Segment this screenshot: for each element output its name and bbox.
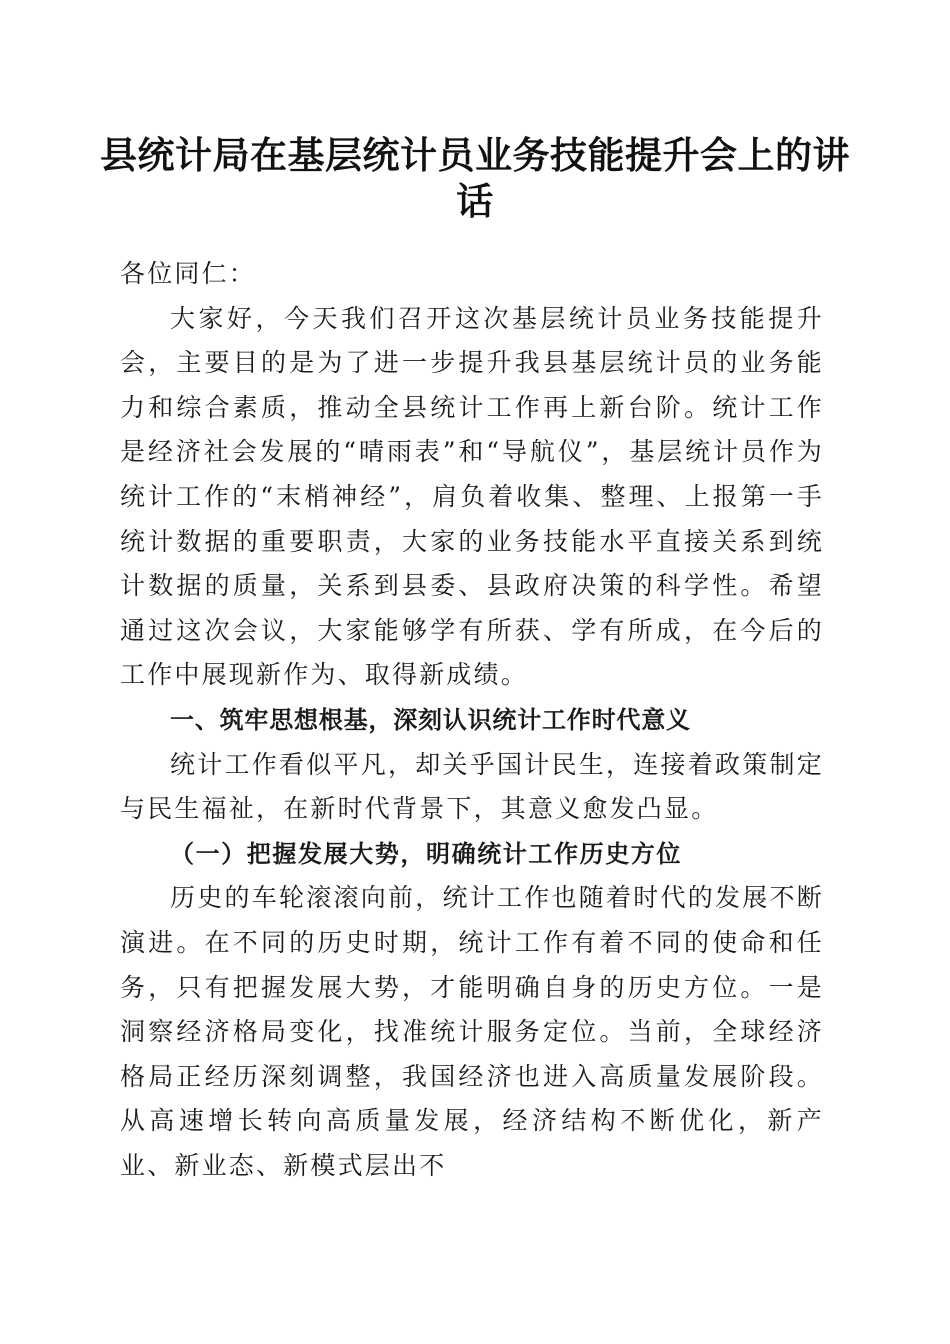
salutation: 各位同仁：: [120, 259, 257, 288]
document-title: 县统计局在基层统计员业务技能提升会上的讲话: [100, 133, 850, 223]
section-heading-1: 一、筑牢思想根基，深刻认识统计工作时代意义: [170, 705, 691, 734]
paragraph-section-1-intro: 统计工作看似平凡，却关乎国计民生，连接着政策制定与民生福祉，在新时代背景下，其意义愈发凸显。: [120, 749, 824, 824]
paragraph-subsection-1: 历史的车轮滚滚向前，统计工作也随着时代的发展不断演进。在不同的历史时期，统计工作有着不同的使命和任务，只有把握发展大势，才能明确自身的历史方位。一是洞察经济格局变化，找准统计服务定位。当前，全球经济格局正经历深刻调整，我国经济也进入高质量发展阶段。从高速增长转向高质量发展，经济结构不断优化，新产业、新业态、新模式层出不: [120, 883, 824, 1180]
paragraph-opening: 大家好，今天我们召开这次基层统计员业务技能提升会，主要目的是为了进一步提升我县基层统计员的业务能力和综合素质，推动全县统计工作再上新台阶。统计工作是经济社会发展的“晴雨表”和“导航仪”，基层统计员作为统计工作的“末梢神经”，肩负着收集、整理、上报第一手统计数据的重要职责，大家的业务技能水平直接关系到统计数据的质量，关系到县委、县政府决策的科学性。希望通过这次会议，大家能够学有所获、学有所成，在今后的工作中展现新作为、取得新成绩。: [120, 303, 824, 690]
document-body: [120, 252, 824, 1188]
subsection-heading-1: （一）把握发展大势，明确统计工作历史方位: [170, 838, 682, 868]
